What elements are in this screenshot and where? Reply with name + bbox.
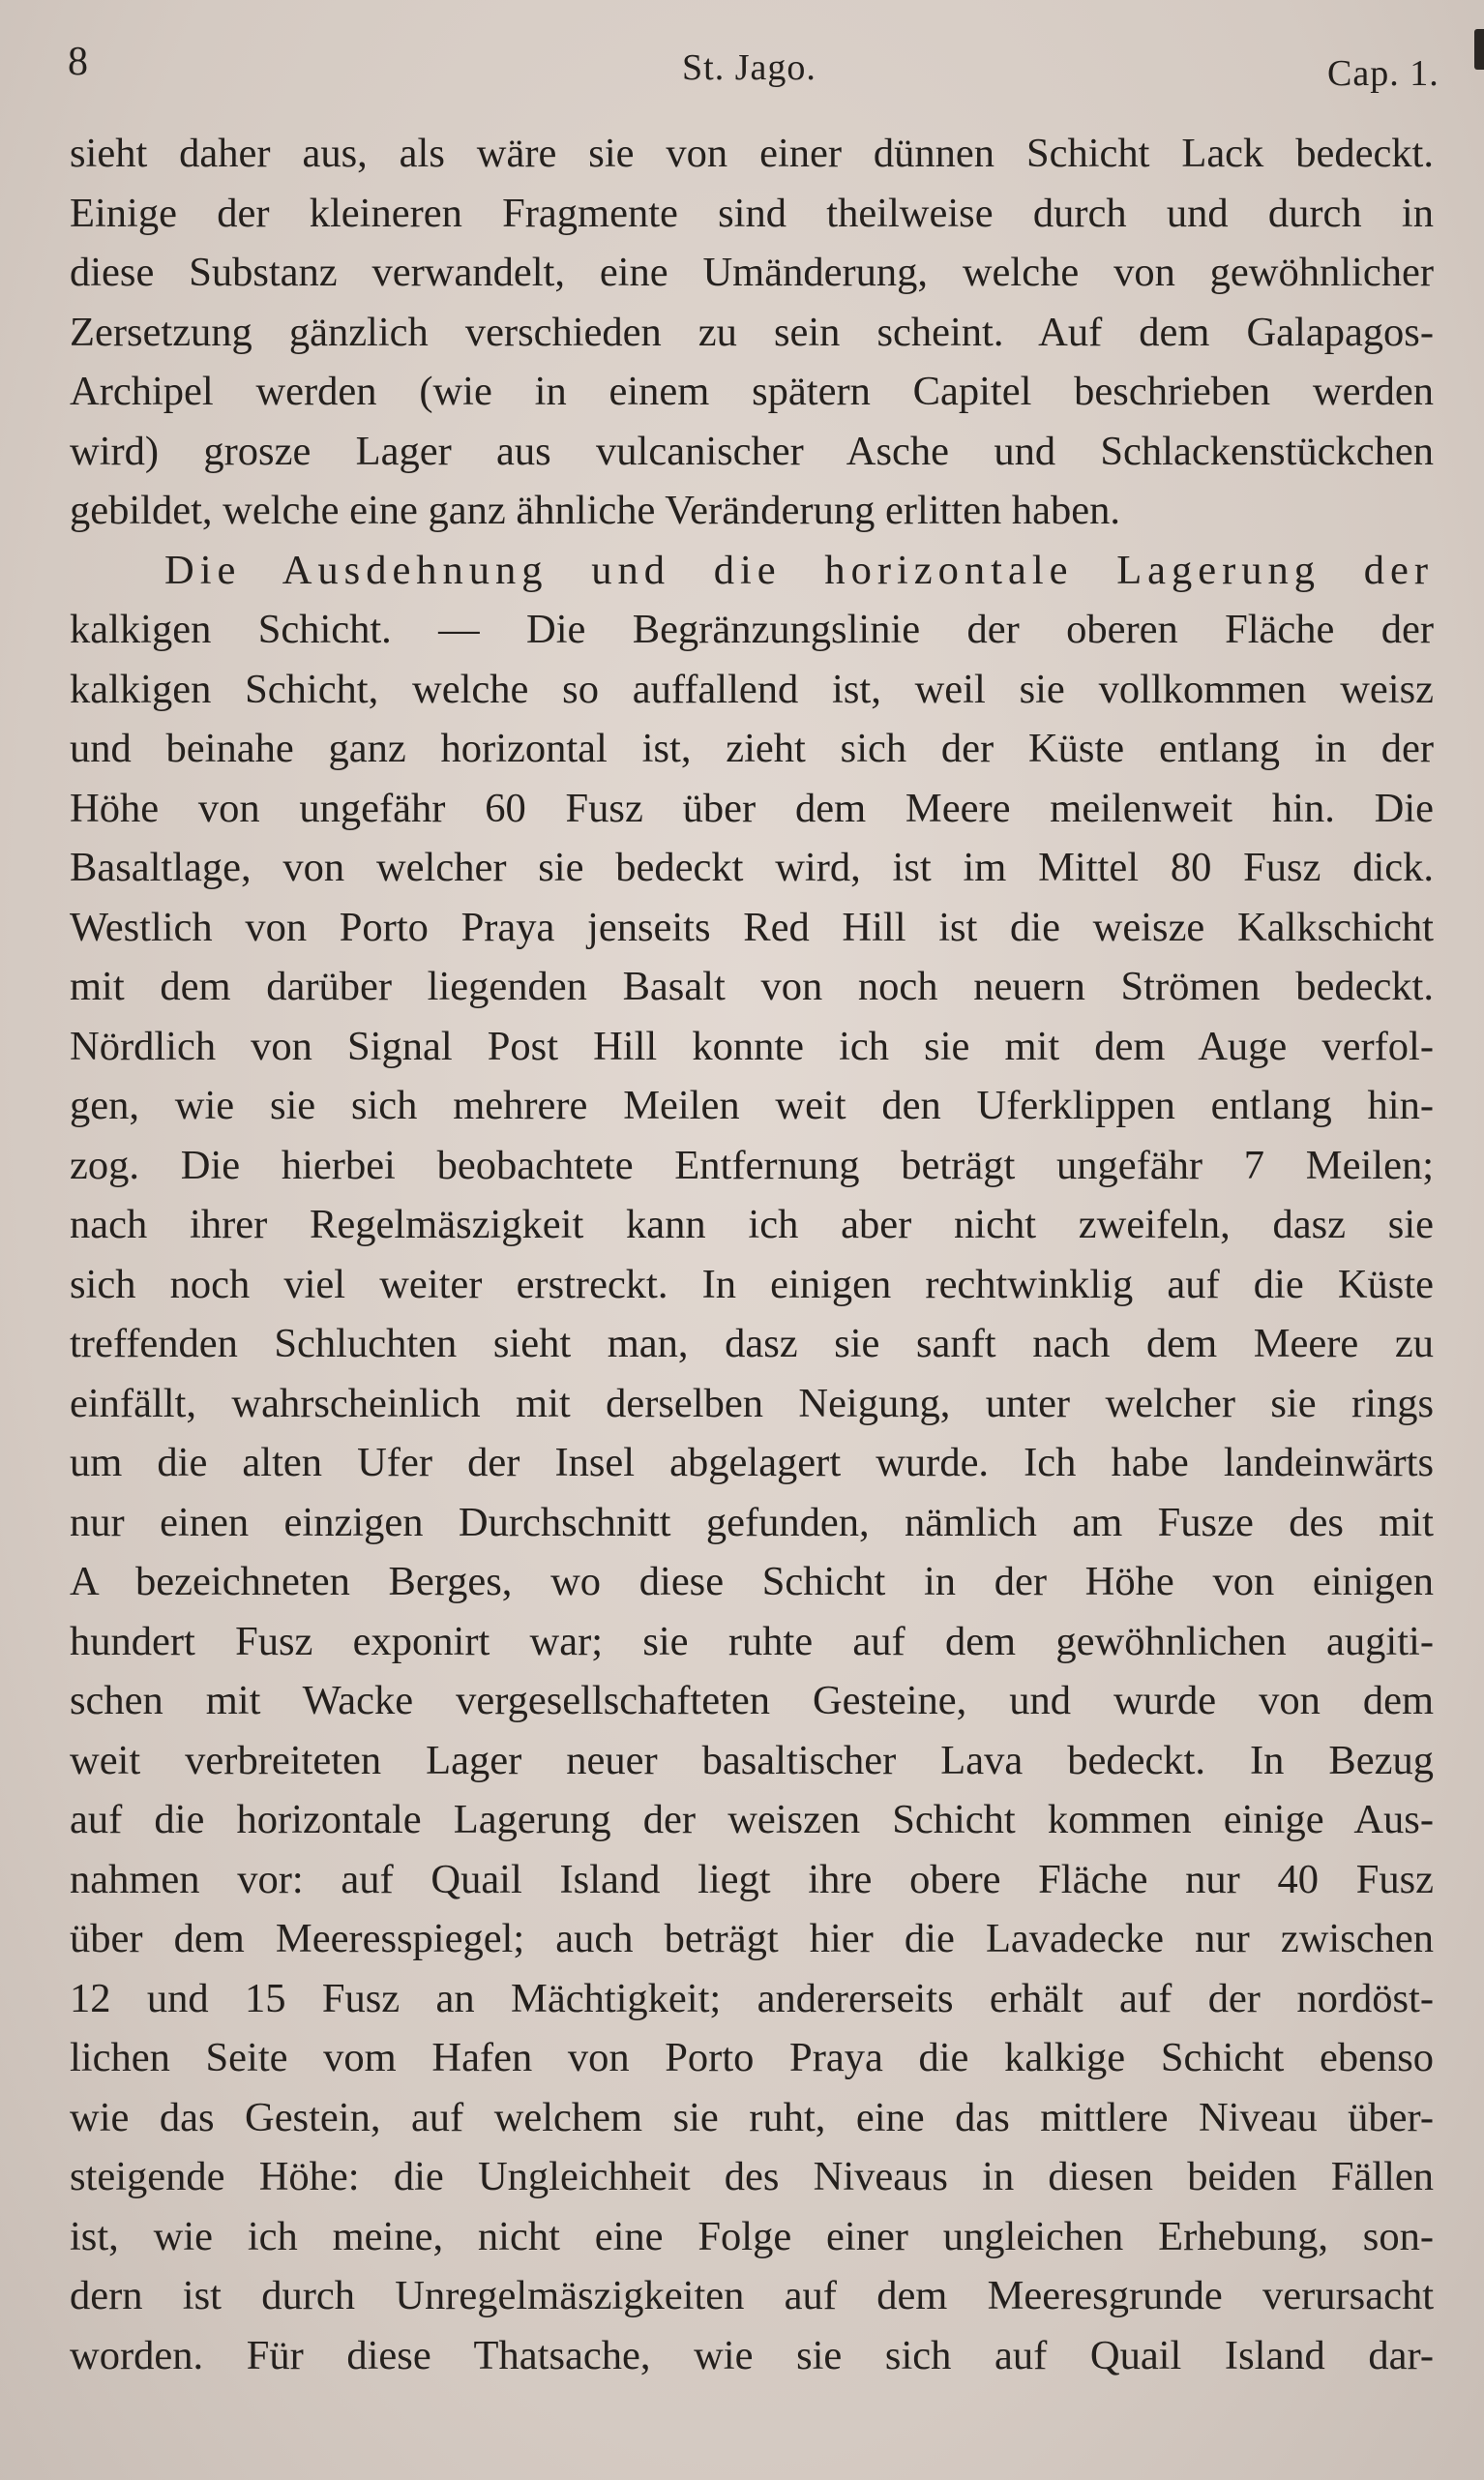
text-line: wie das Gestein, auf welchem sie ruht, eine das mittlere Niveau über- — [70, 2094, 1434, 2140]
text-line: Höhe von ungefähr 60 Fusz über dem Meere meilenweit hin. Die — [70, 785, 1434, 831]
text-line: treffenden Schluchten sieht man, dasz sie sanft nach dem Meere zu — [70, 1321, 1434, 1366]
text-line: um die alten Ufer der Insel abgelagert wurde. Ich habe landeinwärts — [70, 1440, 1434, 1485]
text-line: worden. Für diese Thatsache, wie sie sich auf Quail Island dar- — [70, 2332, 1434, 2378]
page-header — [0, 29, 1484, 97]
text-line: diese Substanz verwandelt, eine Umänderung, welche von gewöhnlicher — [70, 250, 1434, 295]
body-text — [70, 124, 1434, 2385]
text-line: A bezeichneten Berges, wo diese Schicht in der Höhe von einigen — [70, 1559, 1434, 1604]
text-line: gen, wie sie sich mehrere Meilen weit den Uferklippen entlang hin- — [70, 1083, 1434, 1128]
text-line: dern ist durch Unregelmäszigkeiten auf dem Meeresgrunde verursacht — [70, 2273, 1434, 2318]
text-line: 12 und 15 Fusz an Mächtigkeit; andererseits erhält auf der nordöst- — [70, 1975, 1434, 2021]
text-line: wird) grosze Lager aus vulcanischer Asche und Schlackenstückchen — [70, 428, 1434, 474]
text-line: einfällt, wahrscheinlich mit derselben Neigung, unter welcher sie rings — [70, 1380, 1434, 1426]
section-heading-line: Die Ausdehnung und die horizontale Lagerung der — [164, 547, 1434, 593]
text-line: sieht daher aus, als wäre sie von einer dünnen Schicht Lack bedeckt. — [70, 131, 1434, 176]
text-line: kalkigen Schicht. — Die Begränzungslinie der oberen Fläche der — [70, 607, 1434, 652]
text-line: nahmen vor: auf Quail Island liegt ihre obere Fläche nur 40 Fusz — [70, 1856, 1434, 1902]
chapter-label: Cap. 1. — [1327, 53, 1439, 94]
text-line: steigende Höhe: die Ungleichheit des Niveaus in diesen beiden Fällen — [70, 2154, 1434, 2199]
text-line: zog. Die hierbei beobachtete Entfernung beträgt ungefähr 7 Meilen; — [70, 1142, 1434, 1188]
page-number: 8 — [68, 40, 88, 84]
text-line: hundert Fusz exponirt war; sie ruhte auf dem gewöhnlichen augiti- — [70, 1618, 1434, 1664]
text-line: lichen Seite vom Hafen von Porto Praya die kalkige Schicht ebenso — [70, 2035, 1434, 2080]
text-line: weit verbreiteten Lager neuer basaltischer Lava bedeckt. In Bezug — [70, 1737, 1434, 1783]
text-line: Einige der kleineren Fragmente sind theilweise durch und durch in — [70, 190, 1434, 236]
text-line: auf die horizontale Lagerung der weiszen Schicht kommen einige Aus- — [70, 1797, 1434, 1842]
text-line: Archipel werden (wie in einem spätern Capitel beschrieben werden — [70, 369, 1434, 414]
text-line: und beinahe ganz horizontal ist, zieht sich der Küste entlang in der — [70, 726, 1434, 771]
text-line: Zersetzung gänzlich verschieden zu sein scheint. Auf dem Galapagos- — [70, 309, 1434, 355]
text-line: nach ihrer Regelmäszigkeit kann ich aber nicht zweifeln, dasz sie — [70, 1202, 1434, 1247]
running-title: St. Jago. — [682, 47, 816, 88]
text-line: kalkigen Schicht, welche so auffallend ist, weil sie vollkommen weisz — [70, 666, 1434, 712]
text-line: Westlich von Porto Praya jenseits Red Hill ist die weisze Kalkschicht — [70, 904, 1434, 950]
text-line: Nördlich von Signal Post Hill konnte ich sie mit dem Auge verfol- — [70, 1023, 1434, 1069]
text-line: Basaltlage, von welcher sie bedeckt wird, ist im Mittel 80 Fusz dick. — [70, 845, 1434, 890]
text-line: schen mit Wacke vergesellschafteten Gesteine, und wurde von dem — [70, 1678, 1434, 1723]
text-line: über dem Meeresspiegel; auch beträgt hier die Lavadecke nur zwischen — [70, 1916, 1434, 1961]
text-line: sich noch viel weiter erstreckt. In einigen rechtwinklig auf die Küste — [70, 1261, 1434, 1307]
text-line: gebildet, welche eine ganz ähnliche Veränderung erlitten haben. — [70, 488, 1121, 533]
text-line: ist, wie ich meine, nicht eine Folge einer ungleichen Erhebung, son- — [70, 2213, 1434, 2259]
text-line: nur einen einzigen Durchschnitt gefunden, nämlich am Fusze des mit — [70, 1499, 1434, 1545]
text-line: mit dem darüber liegenden Basalt von noch neuern Strömen bedeckt. — [70, 964, 1434, 1009]
